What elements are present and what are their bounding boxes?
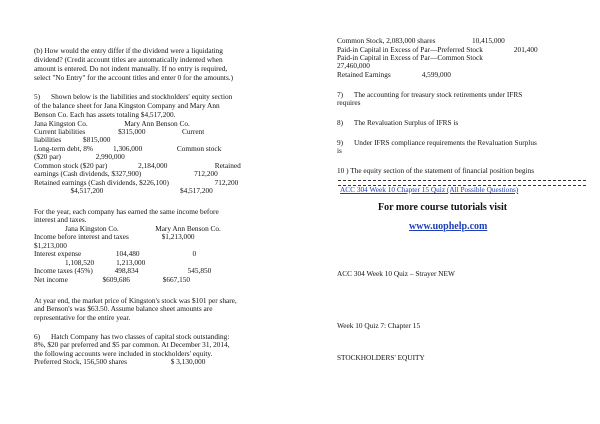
right-text-line: 27,460,000 xyxy=(337,61,370,70)
left-text-line: Benson Co. Each has assets totaling $4,517,200. xyxy=(34,110,176,119)
section-title: STOCKHOLDERS' EQUITY xyxy=(337,353,425,362)
right-text-line: 8) The Revaluation Surplus of IFRS is xyxy=(337,118,459,127)
quiz-title: ACC 304 Week 10 Quiz – Strayer NEW xyxy=(337,269,455,278)
right-text-line: requires xyxy=(337,98,361,107)
left-text-line: select "No Entry" for the account titles and enter 0 for the amounts.) xyxy=(34,73,234,82)
left-text-line: $1,213,000 xyxy=(34,241,67,250)
left-text-line: Income before interest and taxes $1,213,000 xyxy=(34,232,195,241)
left-text-line: 5) Shown below is the liabilities and stockholders' equity section xyxy=(34,92,233,101)
left-text-line: amount is entered. Do not indent manually. If no entry is required, xyxy=(34,64,228,73)
left-text-line: 8%, $20 par preferred and $5 par common. At December 31, 2014, xyxy=(34,340,230,349)
left-text-line: Income taxes (45%) 498,834 545,850 xyxy=(34,266,212,275)
left-text-line: earnings (Cash dividends, $327,900) 712,200 xyxy=(34,169,218,178)
left-text-line: of the balance sheet for Jana Kingston Company and Mary Ann xyxy=(34,101,220,110)
left-text-line: For the year, each company has earned the same income before xyxy=(34,207,219,216)
right-text-line: Paid-in Capital in Excess of Par—Preferred Stock 201,400 xyxy=(337,45,538,54)
left-text-line: Jana Kingston Co. Mary Ann Benson Co. xyxy=(34,224,221,233)
left-text-line: (b) How would the entry differ if the dividend were a liquidating xyxy=(34,46,223,55)
left-text-line: Preferred Stock, 156,500 shares $ 3,130,000 xyxy=(34,357,206,366)
right-text-line: Retained Earnings 4,599,000 xyxy=(337,70,451,79)
tutorials-heading: For more course tutorials visit xyxy=(378,202,508,213)
left-text-line: Interest expense 104,480 0 xyxy=(34,249,197,258)
left-text-line: dividend? (Credit account titles are automatically indented when xyxy=(34,55,223,64)
left-text-line: ($20 par) 2,990,000 xyxy=(34,152,125,161)
left-text-line: interest and taxes. xyxy=(34,215,87,224)
left-text-line: 1,108,520 1,213,000 xyxy=(34,258,146,267)
quiz-link[interactable]: ACC 304 Week 10 Chapter 15 Quiz (All Possible Questions) xyxy=(340,185,519,194)
left-text-line: the following accounts were included in stockholders' equity. xyxy=(34,349,213,358)
left-text-line: representative for the entire year. xyxy=(34,313,131,322)
left-text-line: liabilities $815,000 xyxy=(34,135,111,144)
site-link[interactable]: www.uophelp.com xyxy=(409,221,488,232)
right-text-line: Common Stock, 2,083,000 shares 10,415,000 xyxy=(337,36,505,45)
left-text-line: and Benson's was $63.50. Assume balance sheet amounts are xyxy=(34,304,213,313)
left-text-line: Common stock ($20 par) 2,184,000 Retained xyxy=(34,161,241,170)
left-text-line: Retained earnings (Cash dividends, $226,100) 712,200 xyxy=(34,178,239,187)
left-text-line: Current liabilities $315,000 Current xyxy=(34,127,205,136)
left-text-line: Net income $609,686 $667,150 xyxy=(34,275,191,284)
left-text-line: At year end, the market price of Kingston's stock was $101 per share, xyxy=(34,296,237,305)
left-text-line: Long-term debt, 8% 1,306,000 Common stock xyxy=(34,144,222,153)
left-text-line: Jana Kingston Co. Mary Ann Benson Co. xyxy=(34,119,190,128)
right-text-line: 10 ) The equity section of the statement of financial position begins xyxy=(337,166,535,175)
right-text-line: 7) The accounting for treasury stock retirements under IFRS xyxy=(337,90,523,99)
right-text-line: is xyxy=(337,146,342,155)
right-text-line: 9) Under IFRS compliance requirements the Revaluation Surplus xyxy=(337,138,537,147)
left-text-line: 6) Hatch Company has two classes of capital stock outstanding: xyxy=(34,332,230,341)
left-text-line: $4,517,200 $4,517,200 xyxy=(34,186,213,195)
quiz-subtitle: Week 10 Quiz 7: Chapter 15 xyxy=(337,321,421,330)
right-text-line: Paid-in Capital in Excess of Par—Common Stock xyxy=(337,53,483,62)
